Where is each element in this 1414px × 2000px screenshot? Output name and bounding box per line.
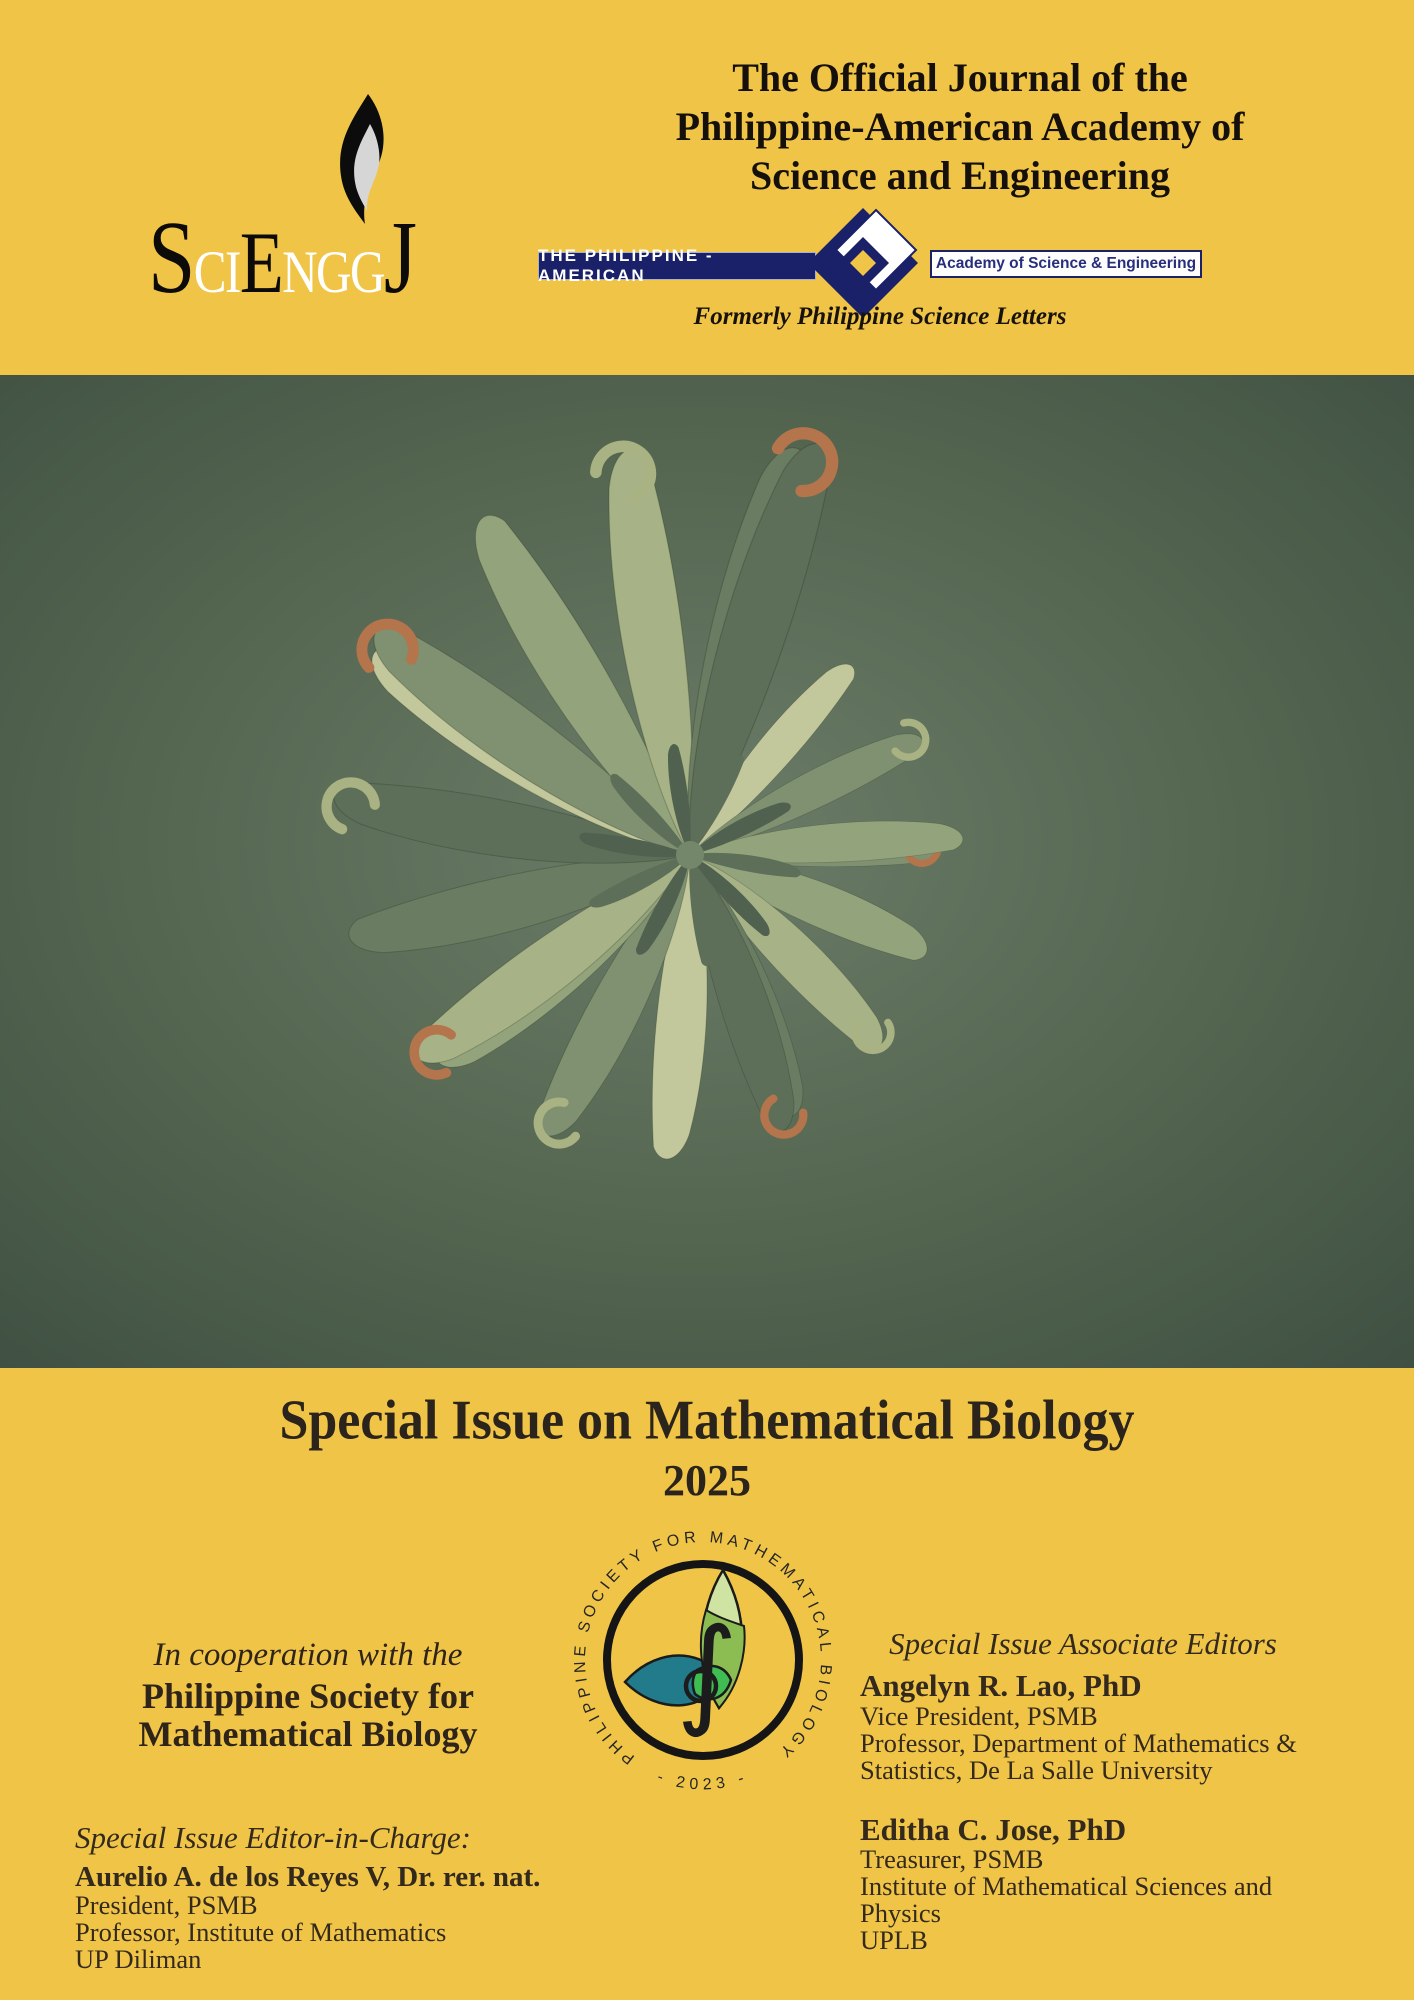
psmb-ring-text: PHILIPPINE SOCIETY FOR MATHEMATICAL BIOLOGY	[571, 1529, 835, 1768]
paase-banner-right-label: Academy of Science & Engineering	[935, 255, 1197, 272]
special-issue-year: 2025	[663, 1456, 751, 1505]
paase-banner-left-label: THE PHILIPPINE - AMERICAN	[538, 246, 714, 285]
editor-in-charge-block	[75, 1820, 655, 1973]
editor-detail: Professor, Institute of Mathematics	[75, 1917, 447, 1948]
associate-editors-heading: Special Issue Associate Editors	[889, 1626, 1277, 1661]
paase-banner-left	[538, 246, 816, 285]
editor-detail: Physics	[860, 1898, 941, 1929]
editor-detail: UP Diliman	[75, 1944, 202, 1975]
wordmark-segment: S	[148, 200, 194, 315]
associate-editor	[860, 1670, 1306, 1784]
editor-name: Angelyn R. Lao, PhD	[860, 1668, 1142, 1703]
cooperation-org-line: Philippine Society for	[142, 1676, 474, 1717]
wordmark-segment: NGG	[282, 239, 384, 305]
editor-detail: President, PSMB	[75, 1890, 258, 1921]
wordmark-segment: E	[239, 215, 283, 312]
special-issue-title	[0, 1391, 1414, 1450]
tagline-formerly: Formerly Philippine Science Letters	[693, 303, 1067, 330]
masthead-title-line: Science and Engineering	[749, 152, 1171, 198]
editor-detail: Professor, Department of Mathematics &	[860, 1727, 1297, 1758]
psmb-integral-glyph: ∫	[676, 1602, 738, 1740]
editor-in-charge-heading: Special Issue Editor-in-Charge:	[75, 1820, 471, 1855]
masthead-title-line: The Official Journal of the	[732, 55, 1188, 100]
editor-detail: Institute of Mathematical Sciences and	[860, 1871, 1273, 1902]
wordmark-segment: CI	[193, 239, 240, 305]
editor-name: Editha C. Jose, PhD	[860, 1811, 1127, 1847]
cooperation-intro: In cooperation with the	[153, 1637, 463, 1673]
associate-editor	[860, 1811, 1306, 1956]
masthead-title	[500, 54, 1414, 200]
editor-detail: Statistics, De La Salle University	[860, 1754, 1213, 1785]
psmb-logo	[568, 1525, 838, 1795]
special-issue-title-text: Special Issue on Mathematical Biology	[279, 1389, 1135, 1452]
editor-detail: UPLB	[860, 1925, 928, 1956]
wordmark-segment: J	[383, 200, 416, 315]
cooperation-org-line: Mathematical Biology	[138, 1713, 478, 1754]
cover-photo-illustration	[0, 375, 1414, 1368]
cooperation-block	[88, 1638, 528, 1753]
paase-banner-right	[930, 250, 1202, 278]
associate-editors-block	[860, 1626, 1306, 1954]
editor-detail: Vice President, PSMB	[860, 1700, 1098, 1731]
masthead-title-line: Philippine-American Academy of	[675, 103, 1245, 149]
editor-name: Aurelio A. de los Reyes V, Dr. rer. nat.	[75, 1861, 541, 1893]
editor-detail: Treasurer, PSMB	[860, 1844, 1044, 1875]
psmb-year-text: - 2023 -	[655, 1768, 751, 1794]
sciengg-wordmark	[148, 200, 416, 322]
